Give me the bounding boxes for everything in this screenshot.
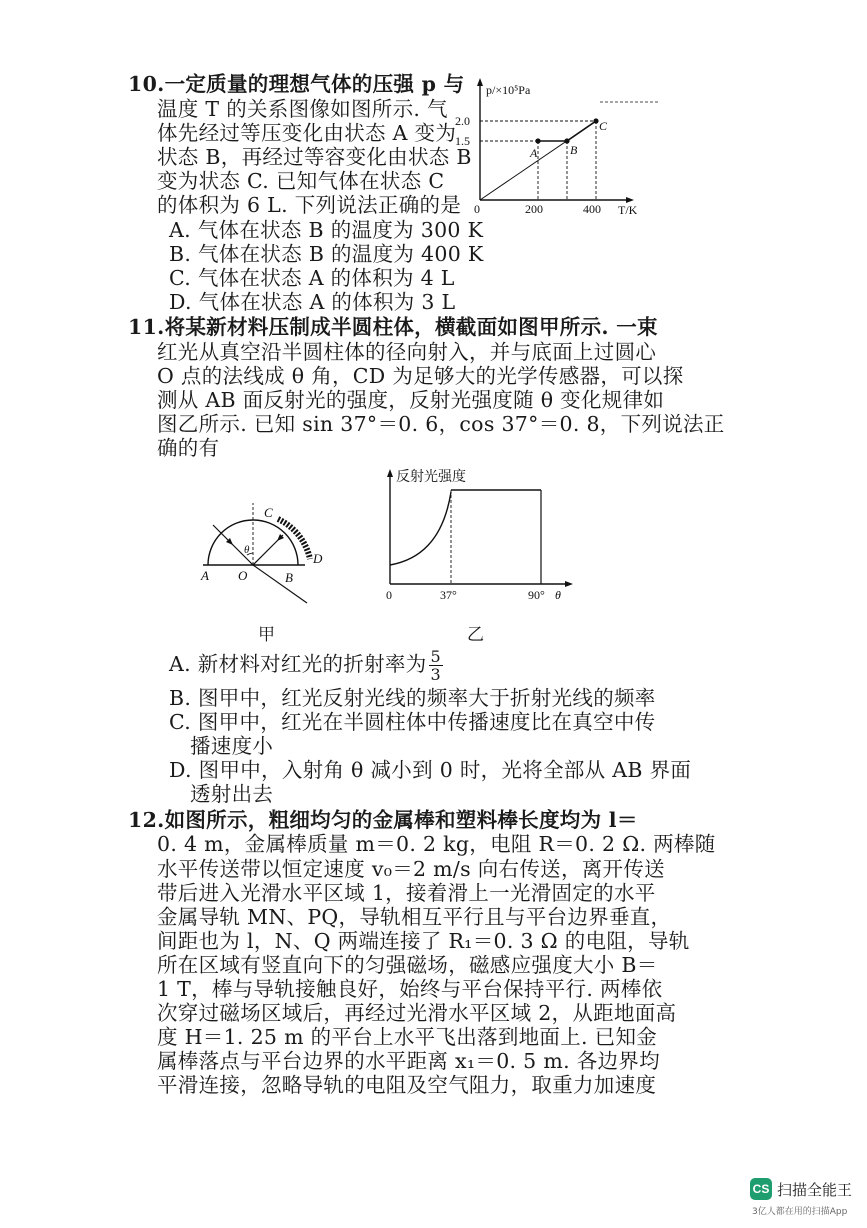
q10-line-1: 10.一定质量的理想气体的压强 p 与 [128,72,465,96]
q10-option-b: B. 气体在状态 B 的温度为 400 K [169,242,484,266]
q11-fig-jia [195,495,340,610]
xtick-0: 0 [386,588,392,602]
q11-option-a-text: A. 新材料对红光的折射率为 [169,652,427,676]
q11-line-1: 11.将某新材料压制成半圆柱体，横截面如图甲所示. 一束 [128,315,658,339]
intensity-curve [390,492,451,565]
fraction-5-3: $\frac{5}{3}$ [430,647,442,684]
q12-line-1: 12.如图所示，粗细均匀的金属棒和塑料棒长度均为 l＝ [128,808,638,832]
ytick-2-0: 2.0 [455,114,470,128]
q11-option-a [169,647,443,683]
ytick-1-5: 1.5 [455,134,470,148]
q10-line-4: 状态 B，再经过等容变化由状态 B [157,145,472,169]
q11-option-d-line-2: 透射出去 [190,782,274,806]
process-b-c [567,121,596,141]
caption-jia: 甲 [258,625,275,645]
scanner-slogan: 3亿人都在用的扫描App [752,1207,848,1217]
label-theta: θ [244,544,250,556]
scanner-app-name: 扫描全能王 [777,1180,853,1199]
caption-yi: 乙 [467,625,484,645]
q12-line-2: 0. 4 m，金属棒质量 m＝0. 2 kg，电阻 R＝0. 2 Ω. 两棒随 [157,832,716,856]
q10-line-2: 温度 T 的关系图像如图所示. 气 [157,97,448,121]
q12-line-3: 水平传送带以恒定速度 v₀＝2 m/s 向右传送，离开传送 [157,857,665,881]
q11-line-6: 确的有 [157,436,220,460]
point-c [593,118,598,123]
q12-line-11: 属棒落点与平台边界的水平距离 x₁＝0. 5 m. 各边界均 [157,1049,660,1073]
q10-line-5: 变为状态 C. 已知气体在状态 C [157,169,445,193]
q11-fig-yi [378,462,578,607]
q12-line-8: 1 T，棒与导轨接触良好，始终与平台保持平行. 两棒依 [157,977,663,1001]
label-c: C [599,119,608,133]
q11-option-b: B. 图甲中，红光反射光线的频率大于折射光线的频率 [169,686,656,710]
xtick-200: 200 [525,202,543,216]
q10-option-a: A. 气体在状态 B 的温度为 300 K [169,218,484,242]
point-b [564,138,569,143]
label-a: A [201,568,209,583]
q11-option-d-line-1: D. 图甲中，入射角 θ 减小到 0 时，光将全部从 AB 界面 [169,758,692,782]
q12-line-4: 带后进入光滑水平区域 1，接着滑上一光滑固定的水平 [157,881,656,905]
origin-label: 0 [474,202,480,216]
xtick-90: 90° [528,588,545,602]
q10-pt-graph [450,72,665,222]
label-d: D [313,551,323,566]
y-axis-label: p/×10⁵Pa [486,83,531,97]
x-axis-label: T/K [618,203,638,217]
label-b: B [285,570,293,585]
label-a: A [530,146,538,160]
q12-line-12: 平滑连接，忽略导轨的电阻及空气阻力，取重力加速度 [157,1073,657,1097]
refracted-ray [253,565,307,603]
q11-option-c-line-1: C. 图甲中，红光在半圆柱体中传播速度比在真空中传 [169,710,656,734]
sensor-cd [278,519,310,559]
q11-line-2: 红光从真空沿半圆柱体的径向射入，并与底面上过圆心 [157,340,657,364]
q12-line-7: 所在区域有竖直向下的匀强磁场，磁感应强度大小 B＝ [157,953,658,977]
point-a [535,138,540,143]
q12-line-10: 度 H＝1. 25 m 的平台上水平飞出落到地面上. 已知金 [157,1025,658,1049]
x-variable: θ [555,588,561,602]
q10-line-6: 的体积为 6 L. 下列说法正确的是 [157,193,462,217]
q12-line-6: 间距也为 l，N、Q 两端连接了 R₁＝0. 3 Ω 的电阻，导轨 [157,929,690,953]
scanner-watermark [750,1178,852,1200]
label-o: O [238,568,248,583]
scanner-logo-icon: CS [750,1178,772,1200]
y-axis-label: 反射光强度 [396,470,466,485]
q11-line-5: 图乙所示. 已知 sin 37°＝0. 6，cos 37°＝0. 8，下列说法正 [157,412,725,436]
q10-option-c: C. 气体在状态 A 的体积为 4 L [169,266,455,290]
label-b: B [570,143,578,157]
q10-option-d: D. 气体在状态 A 的体积为 3 L [169,290,456,314]
q10-line-3: 体先经过等压变化由状态 A 变为 [157,121,457,145]
xtick-400: 400 [583,202,601,216]
q12-line-5: 金属导轨 MN、PQ，导轨相互平行且与平台边界垂直， [157,905,672,929]
q11-option-c-line-2: 播速度小 [190,734,274,758]
xtick-37: 37° [440,588,457,602]
q11-line-3: O 点的法线成 θ 角，CD 为足够大的光学传感器，可以探 [157,364,684,388]
q12-line-9: 次穿过磁场区域后，再经过光滑水平区域 2，从距地面高 [157,1001,677,1025]
label-c: C [264,505,273,520]
q11-line-4: 测从 AB 面反射光的强度，反射光强度随 θ 变化规律如 [157,388,665,412]
